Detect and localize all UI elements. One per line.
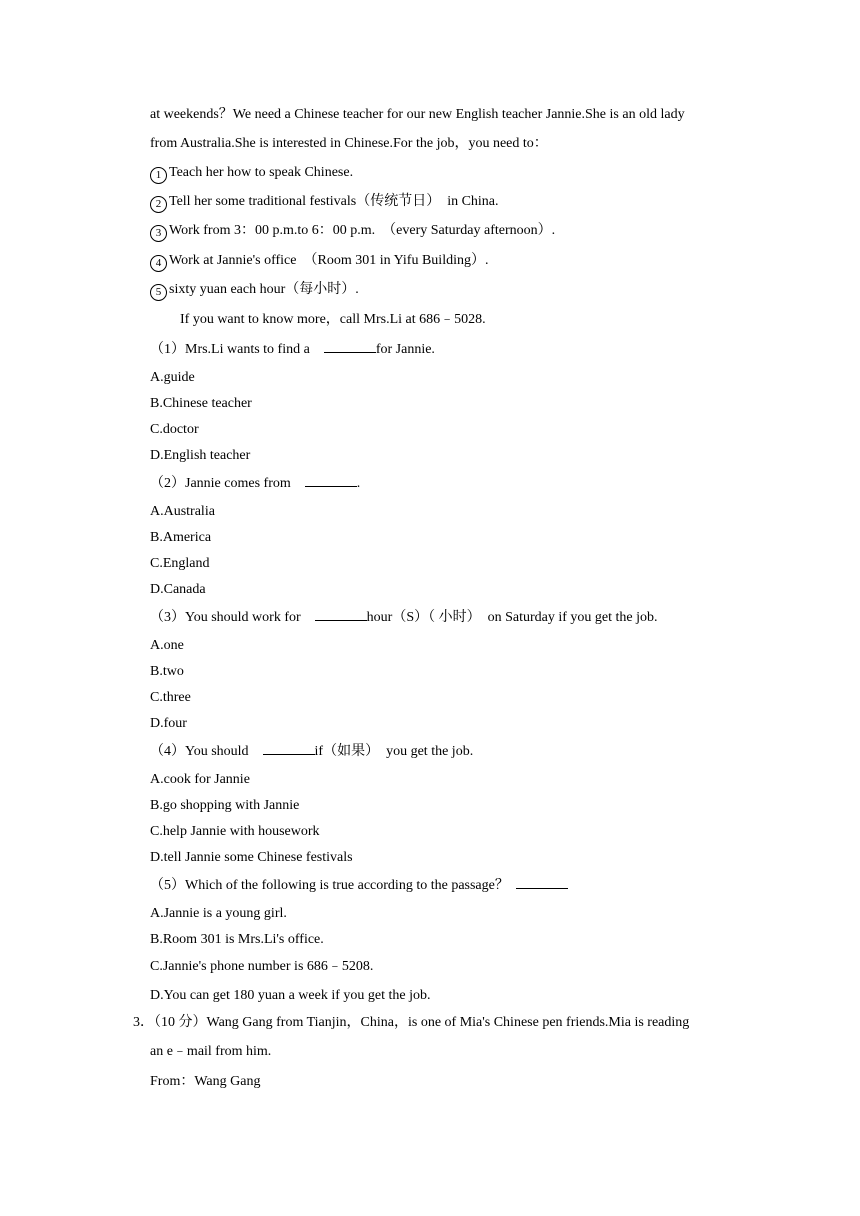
- job-item-text: Work at Jannie's office （Room 301 in Yifu Building）.: [169, 253, 489, 268]
- answer-blank: [263, 742, 315, 755]
- answer-blank: [305, 474, 357, 487]
- job-item: [150, 281, 359, 301]
- option: D.Canada: [150, 582, 206, 597]
- circled-number: 4: [150, 255, 167, 272]
- section-3-line-2: an e﹣mail from him.: [150, 1044, 272, 1059]
- question-text-after: for Jannie.: [375, 342, 435, 357]
- job-item: [150, 193, 499, 213]
- question-text-after: if（如果） you get the job.: [314, 744, 474, 759]
- option: C.help Jannie with housework: [150, 824, 320, 839]
- question-text: （2）Jannie comes from: [150, 476, 305, 491]
- option: D.You can get 180 yuan a week if you get the job.: [150, 988, 431, 1003]
- section-3-heading: 3．（10 分）Wang Gang from Tianjin，China，is one of Mia's Chinese pen friends.Mia is reading: [133, 1015, 690, 1030]
- option: C.three: [150, 690, 191, 705]
- circled-number: 3: [150, 225, 167, 242]
- job-item: [150, 164, 353, 184]
- option: D.four: [150, 716, 187, 731]
- circled-number: 1: [150, 167, 167, 184]
- question-text: （3）You should work for: [150, 610, 315, 625]
- answer-blank: [324, 340, 376, 353]
- email-from-line: From：Wang Gang: [150, 1074, 261, 1089]
- question-3: [150, 608, 658, 627]
- option: B.Room 301 is Mrs.Li's office.: [150, 932, 324, 947]
- question-text: （4）You should: [150, 744, 263, 759]
- option: B.go shopping with Jannie: [150, 798, 300, 813]
- question-text-after: .: [356, 476, 361, 491]
- question-1: [150, 340, 435, 359]
- option: B.America: [150, 530, 212, 545]
- answer-blank: [516, 876, 568, 889]
- answer-blank: [315, 608, 367, 621]
- circled-number: 2: [150, 196, 167, 213]
- option: C.doctor: [150, 422, 199, 437]
- option: B.two: [150, 664, 184, 679]
- option: D.English teacher: [150, 448, 251, 463]
- option: A.Jannie is a young girl.: [150, 906, 287, 921]
- question-text: （5）Which of the following is true according to the passage？: [150, 878, 516, 893]
- option: B.Chinese teacher: [150, 396, 252, 411]
- job-item: [150, 222, 555, 242]
- contact-line: If you want to know more，call Mrs.Li at 686﹣5028.: [180, 312, 486, 327]
- job-item-text: Tell her some traditional festivals（传统节日） in China.: [169, 194, 499, 209]
- job-item-text: sixty yuan each hour（每小时）.: [169, 282, 359, 297]
- question-text-after: hour（S）（ 小时） on Saturday if you get the job.: [366, 610, 658, 625]
- intro-line-1: at weekends？We need a Chinese teacher for our new English teacher Jannie.She is an old lady: [150, 107, 685, 122]
- option: D.tell Jannie some Chinese festivals: [150, 850, 353, 865]
- option: A.one: [150, 638, 184, 653]
- question-text: （1）Mrs.Li wants to find a: [150, 342, 324, 357]
- question-2: [150, 474, 360, 493]
- option: A.Australia: [150, 504, 215, 519]
- job-item-text: Teach her how to speak Chinese.: [169, 165, 354, 180]
- intro-line-2: from Australia.She is interested in Chinese.For the job，you need to：: [150, 136, 548, 151]
- option: A.cook for Jannie: [150, 772, 250, 787]
- question-4: [150, 742, 473, 761]
- option: C.Jannie's phone number is 686﹣5208.: [150, 959, 374, 974]
- option: C.England: [150, 556, 210, 571]
- option: A.guide: [150, 370, 195, 385]
- job-item-text: Work from 3：00 p.m.to 6：00 p.m. （every Saturday afternoon）.: [169, 223, 556, 238]
- question-5: [150, 876, 568, 895]
- circled-number: 5: [150, 284, 167, 301]
- job-item: [150, 252, 488, 272]
